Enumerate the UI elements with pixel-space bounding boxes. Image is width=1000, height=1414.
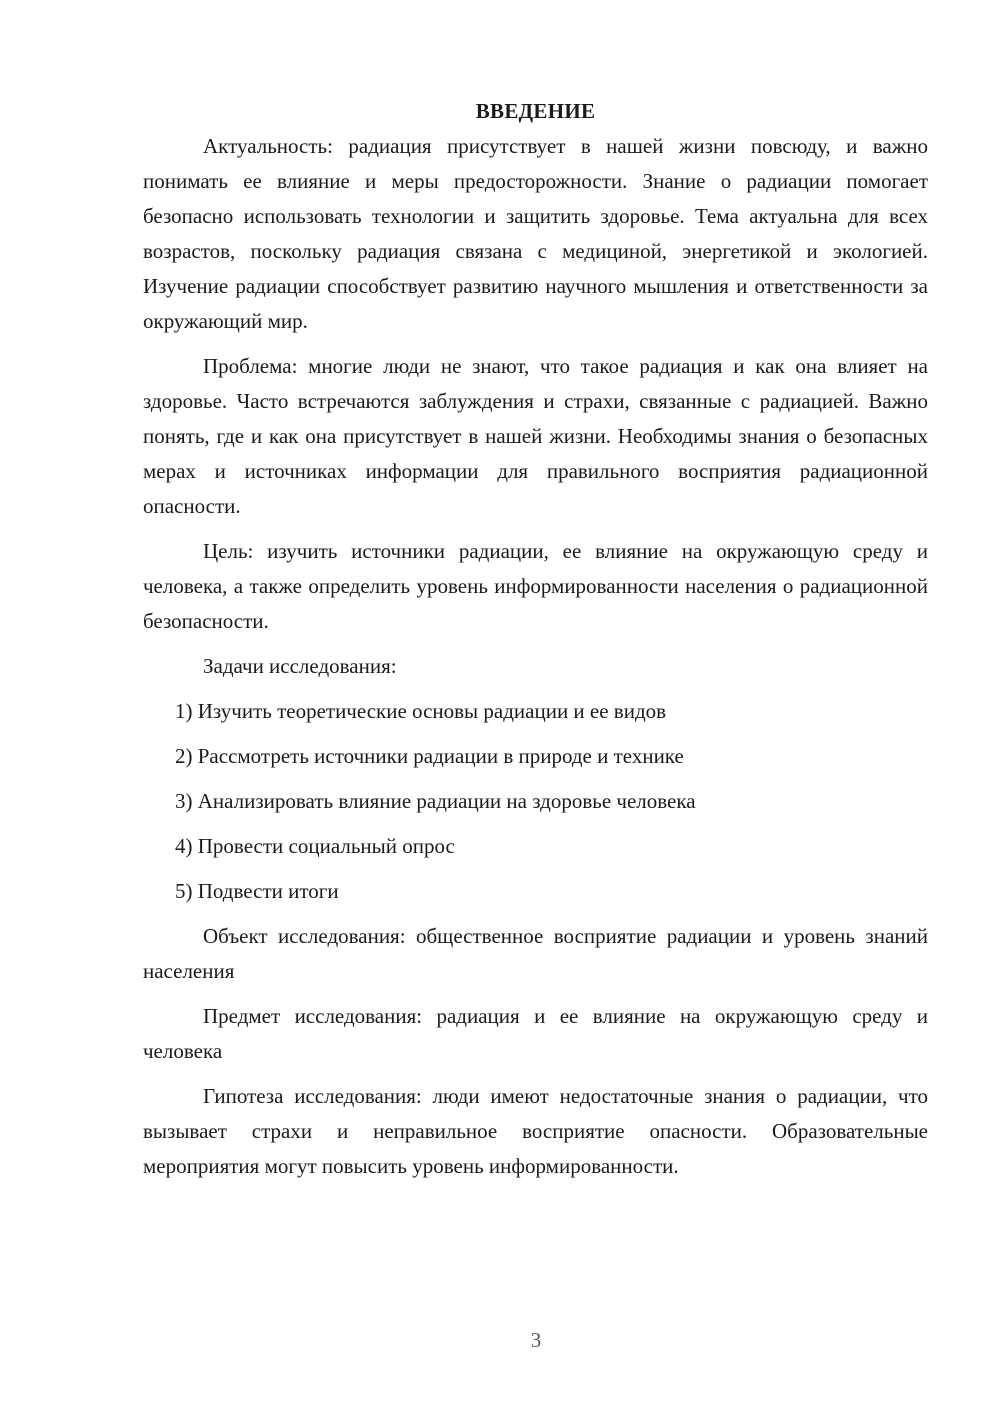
task-item: 3) Анализировать влияние радиации на здоровье человека — [175, 789, 696, 813]
relevance-paragraph: Актуальность: радиация присутствует в нашей жизни повсюду, и важно понимать ее влияние и меры предосторожности. Знание о радиации помогает безопасно использовать технологии и защитить здоровье. Тема актуальна для всех возрастов, поскольку радиация связана с медициной, энергетикой и экологией. Изучение радиации способствует развитию научного мышления и ответственности за окружающий мир. — [143, 134, 928, 333]
task-item: 5) Подвести итоги — [175, 879, 339, 903]
task-item: 1) Изучить теоретические основы радиации и ее видов — [175, 699, 667, 723]
document-page — [143, 94, 928, 1194]
tasks-heading: Задачи исследования: — [203, 654, 397, 678]
problem-paragraph: Проблема: многие люди не знают, что такое радиация и как она влияет на здоровье. Часто встречаются заблуждения и страхи, связанные с радиацией. Важно понять, где и как она присутствует в нашей жизни. Необходимы знания о безопасных мерах и источниках информации для правильного восприятия радиационной опасности. — [143, 354, 928, 518]
page-title: ВВЕДЕНИЕ — [475, 99, 596, 123]
object-paragraph: Объект исследования: общественное восприятие радиации и уровень знаний населения — [143, 924, 928, 983]
hypothesis-paragraph: Гипотеза исследования: люди имеют недостаточные знания о радиации, что вызывает страхи и неправильное восприятие опасности. Образовательные мероприятия могут повысить уровень информированности. — [143, 1084, 928, 1178]
task-list — [143, 694, 928, 909]
page-number: 3 — [530, 1328, 542, 1352]
task-item: 4) Провести социальный опрос — [175, 834, 455, 858]
subject-paragraph: Предмет исследования: радиация и ее влияние на окружающую среду и человека — [143, 1004, 928, 1063]
goal-paragraph: Цель: изучить источники радиации, ее влияние на окружающую среду и человека, а также определить уровень информированности населения о радиационной безопасности. — [143, 539, 928, 633]
task-item: 2) Рассмотреть источники радиации в природе и технике — [175, 744, 684, 768]
